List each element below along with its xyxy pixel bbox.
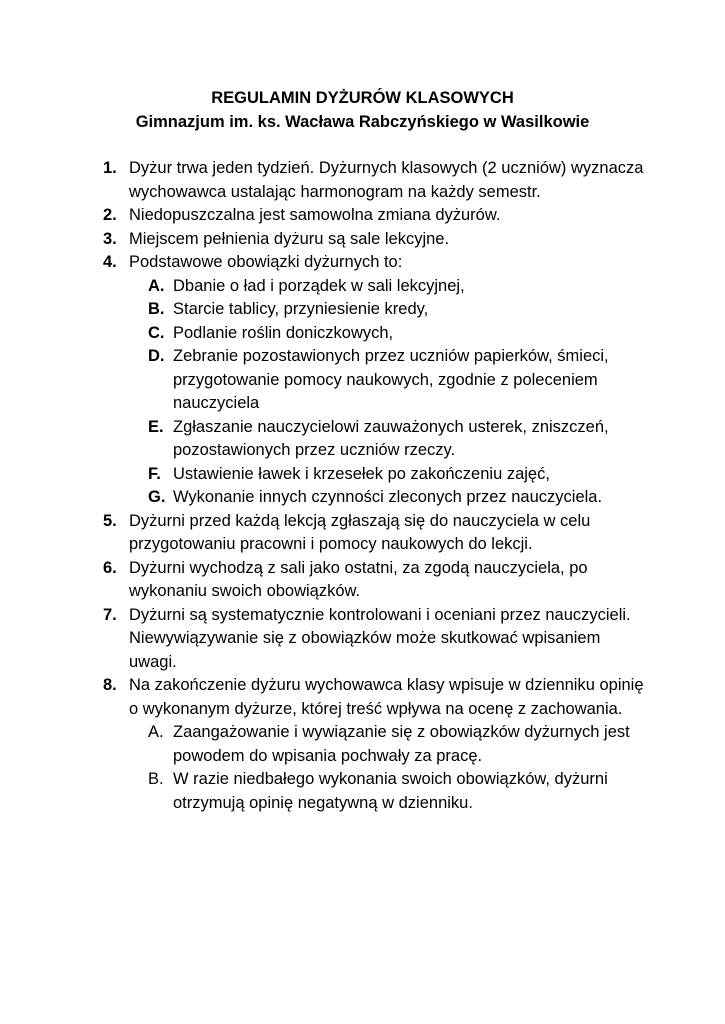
duties-sublist bbox=[0, 275, 725, 510]
rule-number: 7. bbox=[103, 605, 117, 624]
rule-number: 2. bbox=[103, 206, 117, 224]
sub-item bbox=[0, 486, 643, 510]
rule-item bbox=[0, 510, 649, 557]
rule-text: Dyżurni są systematycznie kontrolowani i oceniani przez nauczycieli. Niewywiązywanie się z obowiązków może skutkować wpisaniem uwagi. bbox=[129, 605, 631, 671]
document-title: REGULAMIN DYŻURÓW KLASOWYCH bbox=[211, 89, 514, 107]
sub-item-text: Zebranie pozostawionych przez uczniów papierków, śmieci, przygotowanie pomocy naukowych, zgodnie z poleceniem nauczyciela bbox=[173, 347, 609, 412]
rule-text: Dyżurni wychodzą z sali jako ostatni, za zgodą nauczyciela, po wykonaniu swoich obowiązków. bbox=[129, 558, 588, 600]
sub-item-letter: D. bbox=[148, 347, 165, 365]
sub-item-text: W razie niedbałego wykonania swoich obowiązków, dyżurni otrzymują opinię negatywną w dzienniku. bbox=[173, 770, 608, 812]
sub-item bbox=[0, 463, 643, 487]
grading-sublist bbox=[0, 721, 725, 815]
rule-text: Dyżurni przed każdą lekcją zgłaszają się do nauczyciela w celu przygotowaniu pracowni i pomocy naukowych do lekcji. bbox=[129, 511, 591, 553]
sub-item-letter: C. bbox=[148, 323, 165, 342]
rule-number: 8. bbox=[103, 676, 117, 694]
rules-list bbox=[0, 157, 725, 815]
sub-item-text: Zaangażowanie i wywiązanie się z obowiązków dyżurnych jest powodem do wpisania pochwały za pracę. bbox=[173, 723, 630, 765]
sub-item bbox=[0, 322, 643, 346]
sub-item-text: Podlanie roślin doniczkowych, bbox=[173, 323, 394, 342]
sub-item-text: Ustawienie ławek i krzesełek po zakończeniu zajęć, bbox=[173, 464, 550, 483]
sub-item-text: Wykonanie innych czynności zleconych przez nauczyciela. bbox=[173, 488, 603, 506]
sub-item bbox=[0, 275, 643, 299]
sub-item-letter: A. bbox=[148, 276, 165, 295]
rule-text: Na zakończenie dyżuru wychowawca klasy wpisuje w dzienniku opinię o wykonanym dyżurze, której treść wpływa na ocenę z zachowania. bbox=[129, 676, 644, 718]
rule-number: 4. bbox=[103, 253, 117, 271]
rule-text: Dyżur trwa jeden tydzień. Dyżurnych klasowych (2 uczniów) wyznacza wychowawca ustalając harmonogram na każdy semestr. bbox=[129, 159, 644, 201]
sub-item-text: Zgłaszanie nauczycielowi zauważonych usterek, zniszczeń, pozostawionych przez uczniów rzeczy. bbox=[173, 417, 609, 459]
rule-number: 5. bbox=[103, 511, 117, 530]
rule-item bbox=[0, 604, 649, 675]
rule-item bbox=[0, 204, 649, 228]
rule-text: Niedopuszczalna jest samowolna zmiana dyżurów. bbox=[129, 206, 501, 224]
sub-item-letter: B. bbox=[148, 770, 164, 788]
sub-item bbox=[0, 416, 643, 463]
rule-text: Podstawowe obowiązki dyżurnych to: bbox=[129, 253, 403, 271]
sub-item bbox=[0, 345, 643, 416]
rule-text: Miejscem pełnienia dyżuru są sale lekcyjne. bbox=[129, 229, 450, 248]
rule-item bbox=[0, 674, 649, 721]
rule-number: 1. bbox=[103, 159, 117, 177]
sub-item-letter: E. bbox=[148, 417, 164, 436]
sub-item bbox=[0, 768, 643, 815]
sub-item bbox=[0, 721, 643, 768]
sub-item-letter: G. bbox=[148, 488, 166, 506]
sub-item-letter: B. bbox=[148, 300, 165, 318]
rule-item bbox=[0, 157, 649, 204]
rule-item bbox=[0, 557, 649, 604]
rule-number: 6. bbox=[103, 558, 117, 577]
sub-item-text: Starcie tablicy, przyniesienie kredy, bbox=[173, 300, 429, 318]
rule-number: 3. bbox=[103, 229, 117, 248]
document-subtitle: Gimnazjum im. ks. Wacława Rabczyńskiego w Wasilkowie bbox=[135, 113, 590, 131]
rule-item bbox=[0, 228, 649, 252]
sub-item-letter: F. bbox=[148, 464, 161, 483]
sub-item bbox=[0, 298, 643, 322]
sub-item-text: Dbanie o ład i porządek w sali lekcyjnej, bbox=[173, 276, 465, 295]
sub-item-letter: A. bbox=[148, 723, 164, 741]
rule-item bbox=[0, 251, 649, 275]
